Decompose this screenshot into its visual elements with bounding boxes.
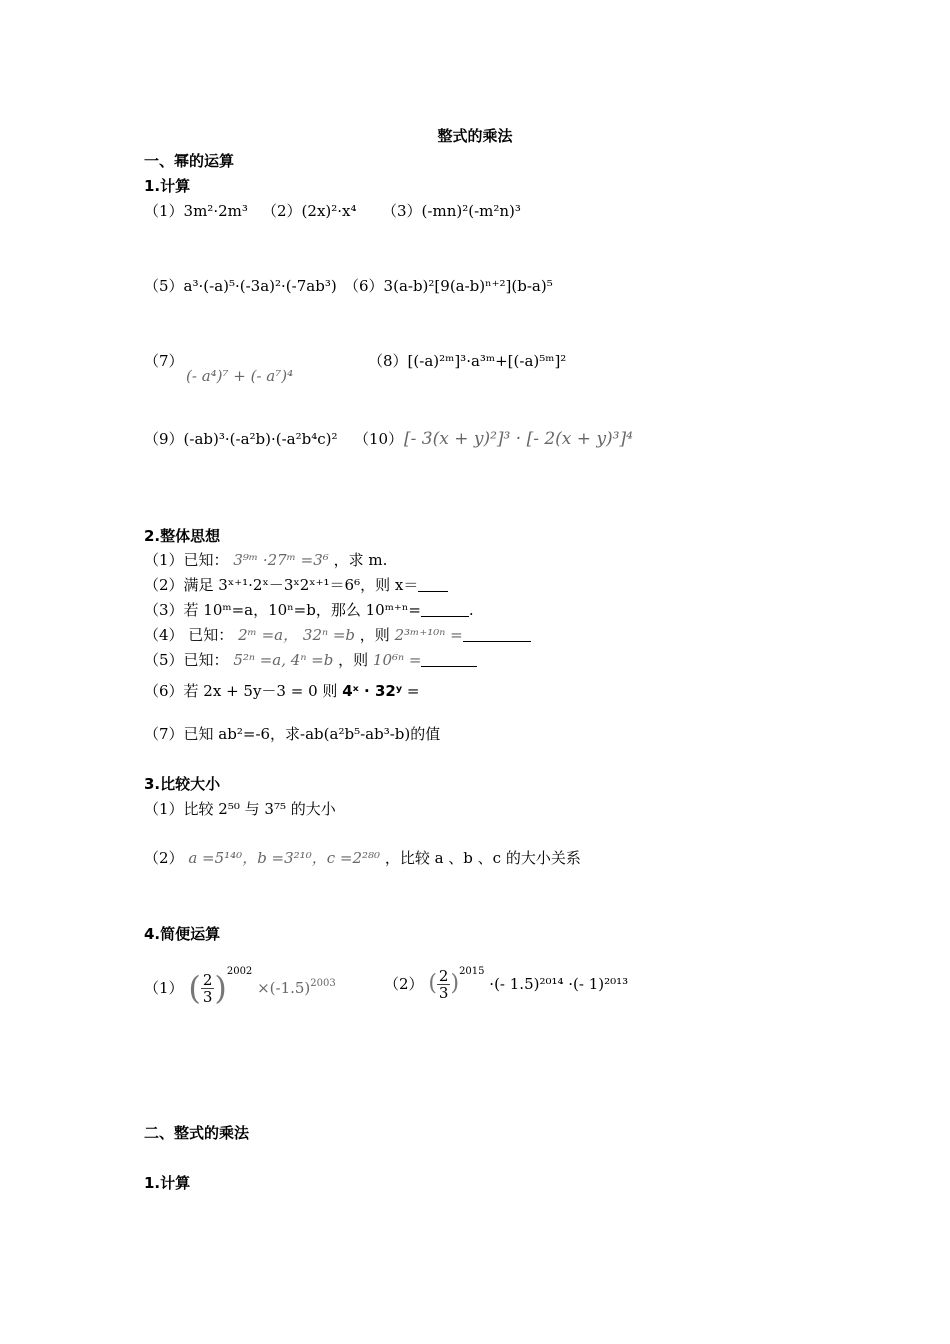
section1-heading: 一、幂的运算	[144, 152, 235, 170]
problem-2-4-expr1: 2ᵐ =a，	[238, 626, 299, 644]
page-title: 整式的乘法	[437, 127, 513, 145]
problem-1-7-expr: (- a⁴)⁷ + (- a⁷)⁴	[186, 367, 294, 385]
problem-2-1-tail: ，求 m.	[333, 551, 388, 569]
problem-4-1-rest: ×(-1.5)	[257, 979, 311, 997]
problem-2-5-mid: ，则	[338, 651, 369, 669]
problem-2-6-expr: 4ˣ · 32ʸ	[342, 682, 403, 700]
problem-2-5-label: （5）已知：	[144, 651, 229, 669]
problem-1-3: （3）(-mn)²(-m²n)³	[382, 202, 521, 220]
part2-heading: 2.整体思想	[144, 527, 221, 545]
problem-2-5-expr2: 10⁶ⁿ =	[372, 651, 422, 669]
problem-2-6-label: （6）若 2x + 5y－3 = 0 则	[144, 682, 338, 700]
answer-blank	[421, 602, 469, 617]
problem-3-2-expr: a =5¹⁴⁰，b =3²¹⁰，c =2²⁸⁰	[188, 849, 381, 867]
exponent: 2015	[459, 966, 485, 977]
problem-3-2-tail: ，比较 a 、b 、c 的大小关系	[384, 849, 581, 867]
problem-4-2-rest: ·(- 1.5)²⁰¹⁴ ·(- 1)²⁰¹³	[489, 975, 629, 993]
answer-blank	[421, 652, 477, 667]
problem-1-9: （9）(-ab)³·(-a²b)·(-a²b⁴c)²	[144, 430, 338, 448]
answer-blank	[463, 627, 531, 642]
problem-4-2-label: （2）	[384, 975, 424, 993]
problem-1-5: （5）a³·(-a)⁵·(-3a)²·(-7ab³)	[144, 277, 337, 295]
fraction	[201, 972, 215, 1005]
problem-2-4-expr2: 32ⁿ =b	[302, 626, 356, 644]
exponent: 2003	[310, 978, 336, 989]
problem-2-1-label: （1）已知：	[144, 551, 229, 569]
problem-3-2-label: （2）	[144, 849, 184, 867]
problem-1-2: （2）(2x)²·x⁴	[262, 202, 357, 220]
problem-2-3: （3）若 10ᵐ=a，10ⁿ=b，那么 10ᵐ⁺ⁿ=	[144, 601, 421, 619]
problem-2-4-mid: ，则	[359, 626, 390, 644]
problem-1-7-label: （7）	[144, 352, 184, 370]
problem-2-1-expr: 3⁹ᵐ ·27ᵐ =3⁶	[233, 551, 329, 569]
exponent: 2002	[226, 966, 253, 977]
problem-2-3-end: .	[468, 601, 474, 619]
problem-2-4-label: （4） 已知：	[144, 626, 234, 644]
problem-1-10-label: （10）	[354, 430, 404, 448]
problem-2-2: （2）满足 3ˣ⁺¹·2ˣ－3ˣ2ˣ⁺¹＝6⁶，则 x＝	[144, 576, 419, 594]
numerator: 2	[202, 970, 213, 989]
problem-4-1-label: （1）	[144, 979, 184, 997]
denominator: 3	[438, 983, 449, 1002]
problem-1-10-expr: [- 3(x + y)²]³ · [- 2(x + y)³]⁴	[404, 429, 633, 449]
right-paren: )	[214, 969, 227, 1007]
left-paren: (	[428, 971, 437, 996]
problem-2-7: （7）已知 ab²=-6，求-ab(a²b⁵-ab³-b)的值	[144, 725, 441, 743]
part4-heading: 4.简便运算	[144, 925, 221, 943]
problem-2-6-end: =	[406, 682, 420, 700]
problem-1-6: （6）3(a-b)²[9(a-b)ⁿ⁺²](b-a)⁵	[344, 277, 553, 295]
denominator: 3	[202, 987, 213, 1006]
section2-part1-heading: 1.计算	[144, 1174, 191, 1192]
problem-1-1: （1）3m²·2m³	[144, 202, 248, 220]
section2-heading: 二、整式的乘法	[144, 1124, 250, 1142]
problem-1-8: （8）[(-a)²ᵐ]³·a³ᵐ+[(-a)⁵ᵐ]²	[368, 352, 567, 370]
answer-blank	[418, 577, 448, 592]
left-paren: (	[188, 969, 201, 1007]
problem-2-5-expr: 5²ⁿ =a, 4ⁿ =b	[233, 651, 334, 669]
problem-2-4-expr3: 2³ᵐ⁺¹⁰ⁿ =	[394, 626, 463, 644]
numerator: 2	[438, 966, 449, 985]
part1-heading: 1.计算	[144, 177, 191, 195]
part3-heading: 3.比较大小	[144, 775, 221, 793]
problem-3-1: （1）比较 2⁵⁰ 与 3⁷⁵ 的大小	[144, 800, 336, 818]
fraction	[437, 968, 451, 1001]
right-paren: )	[450, 971, 460, 996]
